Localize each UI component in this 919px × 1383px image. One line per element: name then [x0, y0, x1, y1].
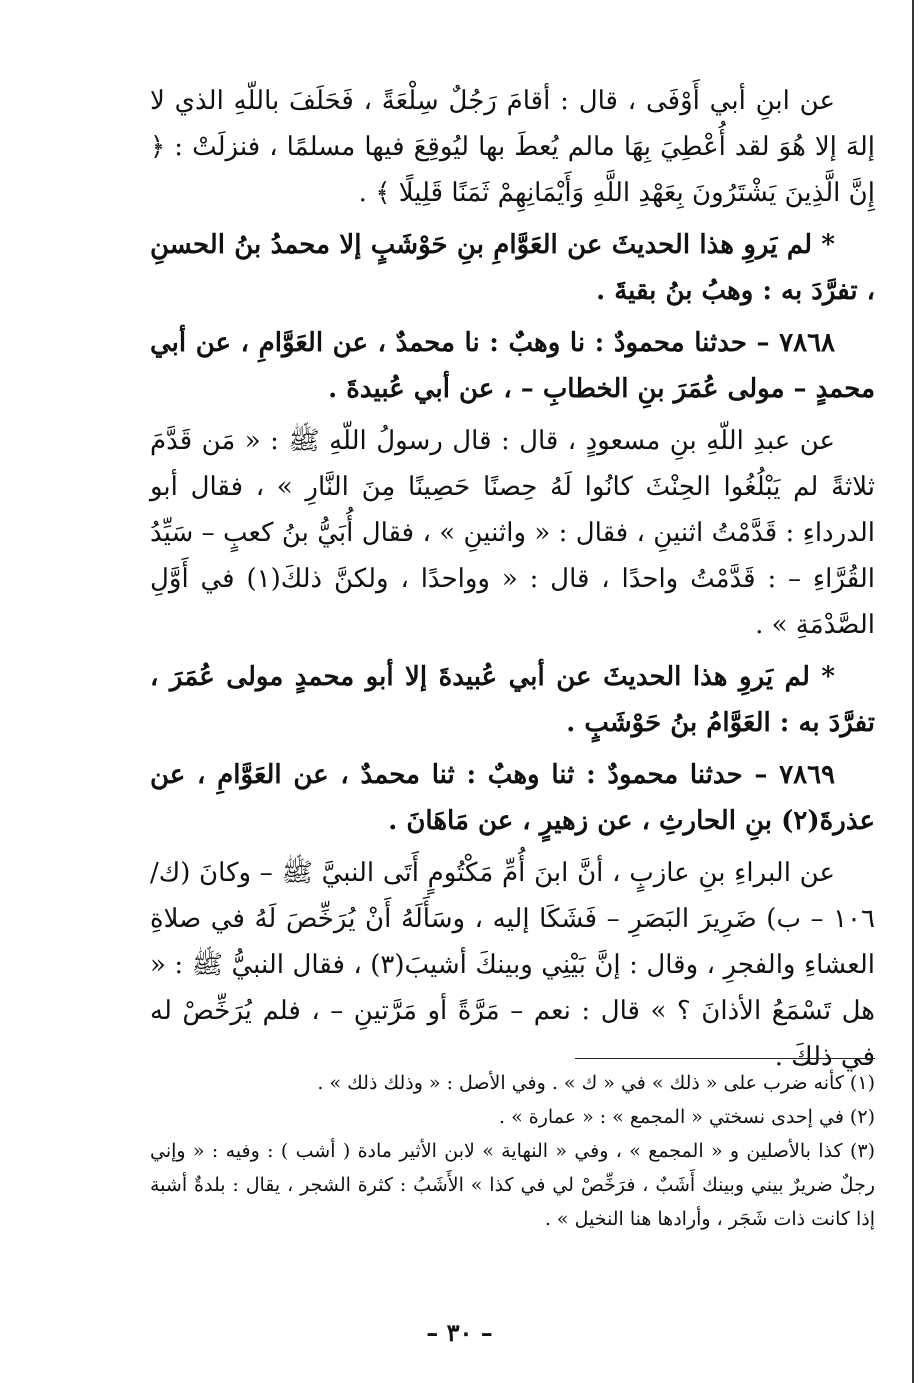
page-number: – ٣٠ – — [426, 1318, 493, 1347]
paragraph-isnad-7869: ٧٨٦٩ – حدثنا محمودٌ : ثنا وهبٌ : ثنا محمدٌ ، عن العَوَّامِ ، عن عذرةَ(٢) بنِ الحارثِ ، عن زهيرٍ ، عن مَاهَانَ . — [150, 760, 875, 836]
footnote-2: (٢) في إحدى نسختي « المجمع » : « عمارة » . — [499, 1106, 875, 1128]
paragraph-hadith-text: عن عبدِ اللّهِ بنِ مسعودٍ ، قال : قال رسولُ اللّهِ ﷺ : « مَن قَدَّمَ ثلاثةً لم يَبْلُغُوا الحِنْثَ كانُوا لَهُ حِصنًا حَصِينًا مِنَ النَّارِ » ، فقال أبو الدرداءِ : قَدَّمْتُ اثنينِ ، فقال : « واثنينِ » ، فقال أُبَيُّ بنُ كعبٍ – سَيِّدُ القُرَّاءِ – : قَدَّمْتُ واحدًا ، قال : « وواحدًا ، ولكنَّ ذلكَ(١) في أَوَّلِ الصَّدْمَةِ » . — [150, 426, 875, 640]
footnotes — [150, 1066, 875, 1236]
footnote-separator — [575, 1058, 875, 1059]
paragraph-hadith-text: عن البراءِ بنِ عازبٍ ، أنَّ ابنَ أُمِّ مَكْتُومٍ أَتَى النبيَّ ﷺ – وكانَ (ك/١٠٦ – ب) ضَرِيرَ البَصَرِ – فَشَكَا إليه ، وسَأَلَهُ أَنْ يُرَخِّصَ لَهُ في صلاةِ العشاءِ والفجرِ ، وقال : إنَّ بَيْنِي وبينكَ أشيبَ(٣) ، فقال النبيُّ ﷺ : « هل تَسْمَعُ الأذانَ ؟ » قال : نعم – مَرَّةً أو مَرَّتينِ – ، فلم يُرَخِّصْ له في ذلكَ . — [150, 858, 875, 1072]
page-edge-line — [912, 0, 914, 1383]
paragraph-hadith-text: عن ابنِ أبي أَوْفَى ، قال : أقامَ رَجُلٌ سِلْعَةً ، فَحَلَفَ باللّهِ الذي لا إلهَ إلا هُوَ لقد أُعْطِيَ بِهَا مالم يُعطَ بها ليُوقِعَ فيها مسلمًا ، فنزلَتْ : ﴿ إِنَّ الَّذِينَ يَشْتَرُونَ بِعَهْدِ اللَّهِ وَأَيْمَانِهِمْ ثَمَنًا قَلِيلًا ﴾ . — [150, 86, 875, 208]
main-text — [150, 78, 875, 1086]
footnote-3: (٣) كذا بالأصلين و « المجمع » ، وفي « النهاية » لابن الأثير مادة ( أشب ) : وفيه : « وإني رجلٌ ضريرٌ بيني وبينك أَشَبٌ ، فرَخِّصْ لي في كذا » الأَشَبُ : كثرة الشجر ، يقال : بلدةٌ أشبة إذا كانت ذات شَجَر ، وأرادها هنا النخيل » . — [150, 1140, 875, 1230]
paragraph-isnad-7868: ٧٨٦٨ – حدثنا محمودٌ : نا وهبٌ : نا محمدٌ ، عن العَوَّامِ ، عن أبي محمدٍ – مولى عُمَرَ بنِ الخطابِ – ، عن أبي عُبيدةَ . — [150, 328, 875, 404]
footnote-1: (١) كأنه ضرب على « ذلك » في « ك » . وفي الأصل : « وذلك ذلك » . — [317, 1072, 875, 1094]
paragraph-remark: * لم يَروِ هذا الحديثَ عن أبي عُبيدةَ إلا أبو محمدٍ مولى عُمَرَ ، تفرَّدَ به : العَوَّامُ بنُ حَوْشَبٍ . — [150, 662, 875, 738]
paragraph-remark: * لم يَروِ هذا الحديثَ عن العَوَّامِ بنِ حَوْشَبٍ إلا محمدُ بنُ الحسنِ ، تفرَّدَ به : وهبُ بنُ بقيةَ . — [150, 230, 875, 306]
